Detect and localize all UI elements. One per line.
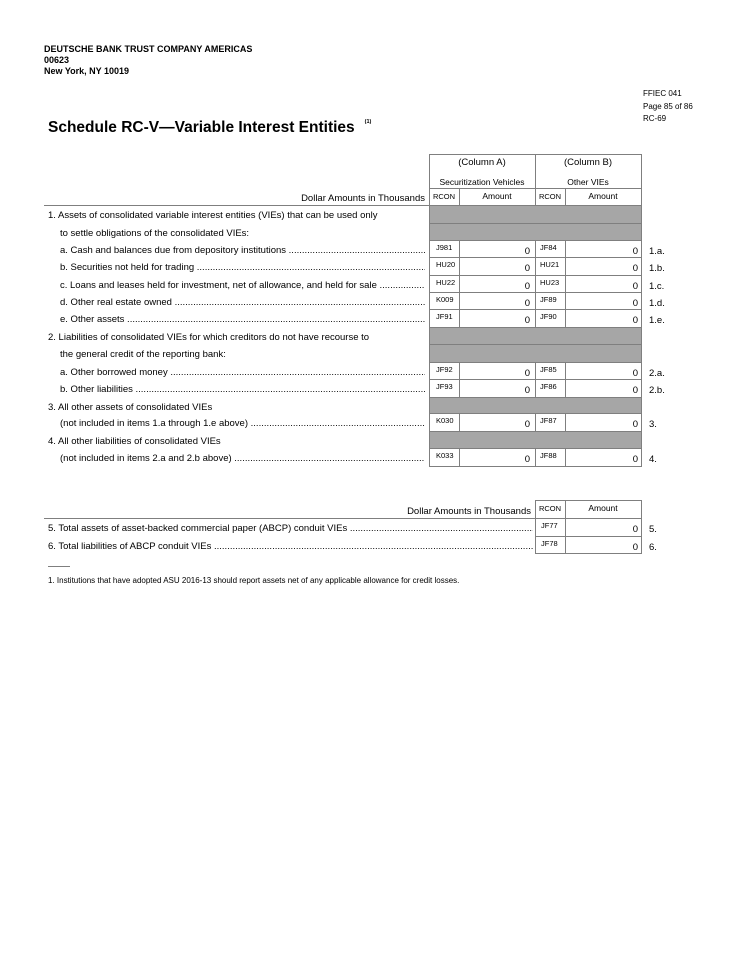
line-item-number: 3.	[649, 419, 657, 430]
amount-field-a[interactable]: 0	[524, 454, 530, 465]
rcon-code-b: JF89	[540, 295, 557, 304]
line-item-number: 2.b.	[649, 385, 665, 396]
line-item-number: 1.d.	[649, 298, 665, 309]
bank-id: 00623	[44, 55, 70, 65]
bank-city: New York, NY 10019	[44, 66, 130, 76]
footnote: 1. Institutions that have adopted ASU 2016-13 should report assets net of any applicable allowance for credit losses.	[48, 576, 460, 585]
rcon-code-b: JF85	[540, 365, 557, 374]
rcon-code-b: HU21	[540, 260, 560, 269]
row-label: the general credit of the reporting bank:	[60, 349, 226, 360]
form-reference	[643, 88, 693, 126]
rcon-code-a: K009	[436, 295, 454, 304]
page-title	[48, 119, 371, 137]
amount-field-a[interactable]: 0	[524, 315, 530, 326]
amount-field[interactable]: 0	[632, 524, 638, 535]
schedule-title: Schedule RC-V—Variable Interest Entities	[48, 119, 355, 136]
rcon-code-a: HU20	[436, 260, 456, 269]
amount-field-b[interactable]: 0	[632, 454, 638, 465]
line-item-number: 1.e.	[649, 315, 665, 326]
amount-field-b[interactable]: 0	[632, 368, 638, 379]
shaded-cell-frame	[429, 397, 642, 414]
amount-field-a[interactable]: 0	[524, 385, 530, 396]
row-label: 3. All other assets of consolidated VIEs	[48, 402, 213, 413]
amount-field-b[interactable]: 0	[632, 298, 638, 309]
row-label: 1. Assets of consolidated variable interest entities (VIEs) that can be used only	[48, 210, 378, 221]
row-label: d. Other real estate owned .....	[60, 297, 425, 308]
cell-divider	[535, 309, 536, 327]
amount-header-b: Amount	[588, 191, 618, 201]
rcon-code-b: JF86	[540, 382, 557, 391]
rcon-code-a: JF93	[436, 382, 453, 391]
line-item-number: 5.	[649, 524, 657, 535]
line-item-number: 1.c.	[649, 281, 665, 292]
line-item-number: 4.	[649, 454, 657, 465]
rcon-header: RCON	[538, 504, 562, 513]
header-rule	[44, 518, 535, 519]
header-divider	[429, 188, 641, 189]
page-number: Page 85 of 86	[643, 101, 693, 111]
row-label: 6. Total liabilities of ABCP conduit VIEs .....	[48, 541, 533, 552]
row-label: a. Other borrowed money .....	[60, 367, 425, 378]
row-label: c. Loans and leases held for investment, net of allowance, and held for sale .....	[60, 280, 425, 291]
amount-field-a[interactable]: 0	[524, 368, 530, 379]
line-item-number: 2.a.	[649, 368, 665, 379]
cell-divider	[535, 240, 536, 257]
amount-field-a[interactable]: 0	[524, 263, 530, 274]
amount-field-b[interactable]: 0	[632, 263, 638, 274]
shaded-cell-frame	[429, 431, 642, 449]
line-item-number: 6.	[649, 542, 657, 553]
units-label: Dollar Amounts in Thousands	[407, 506, 531, 517]
col-b-subheading: Other VIEs	[567, 177, 609, 187]
rcon-code: JF77	[541, 521, 558, 530]
bank-name: DEUTSCHE BANK TRUST COMPANY AMERICAS	[44, 44, 253, 54]
row-label: 5. Total assets of asset-backed commercial paper (ABCP) conduit VIEs .....	[48, 523, 533, 534]
title-footnote-marker: (1)	[364, 118, 372, 125]
cell-divider	[535, 379, 536, 397]
rcon-code-b: JF87	[540, 416, 557, 425]
amount-field-b[interactable]: 0	[632, 281, 638, 292]
col-a-heading: (Column A)	[458, 157, 506, 168]
shaded-cell-frame	[429, 344, 642, 363]
shaded-cell-frame	[429, 205, 642, 224]
row-divider	[535, 518, 641, 519]
amount-field[interactable]: 0	[632, 542, 638, 553]
cell-divider	[535, 292, 536, 309]
amount-field-a[interactable]: 0	[524, 419, 530, 430]
row-label: b. Other liabilities .....	[60, 384, 425, 395]
amount-field-a[interactable]: 0	[524, 298, 530, 309]
cell-divider	[535, 413, 536, 431]
rcon-header-a: RCON	[432, 192, 456, 201]
rcon-code-a: HU22	[436, 278, 456, 287]
header-rule	[44, 205, 429, 206]
amount-field-b[interactable]: 0	[632, 315, 638, 326]
row-label: a. Cash and balances due from depository institutions .....	[60, 245, 425, 256]
row-label: (not included in items 2.a and 2.b above) .....	[60, 453, 425, 464]
rcon-code-b: JF90	[540, 312, 557, 321]
form-number: FFIEC 041	[643, 89, 682, 98]
row-label: to settle obligations of the consolidated VIEs:	[60, 228, 250, 239]
shaded-cell-frame	[429, 223, 642, 241]
rcon-code-a: JF92	[436, 365, 453, 374]
line-item-number: 1.a.	[649, 246, 665, 257]
row-label: (not included in items 1.a through 1.e above) .....	[60, 418, 425, 429]
form-code: RC-69	[643, 114, 667, 123]
cell-divider	[535, 362, 536, 379]
amount-field-b[interactable]: 0	[632, 419, 638, 430]
rcon-code: JF78	[541, 539, 558, 548]
rcon-header-b: RCON	[538, 192, 562, 201]
row-label: 2. Liabilities of consolidated VIEs for which creditors do not have recourse to	[48, 332, 370, 343]
rcon-code-a: K033	[436, 451, 454, 460]
col-a-subheading: Securitization Vehicles	[439, 177, 525, 187]
rcon-code-a: K030	[436, 416, 454, 425]
cell-divider	[535, 275, 536, 292]
col-b-heading: (Column B)	[563, 157, 613, 168]
rcon-code-b: JF84	[540, 243, 557, 252]
row-divider	[535, 536, 641, 537]
amount-field-a[interactable]: 0	[524, 246, 530, 257]
shaded-cell-frame	[429, 327, 642, 345]
row-label: b. Securities not held for trading .....	[60, 262, 425, 273]
amount-field-b[interactable]: 0	[632, 385, 638, 396]
row-label: 4. All other liabilities of consolidated VIEs	[48, 436, 221, 447]
rcon-code-a: JF91	[436, 312, 453, 321]
cell-divider	[535, 257, 536, 275]
bank-header	[44, 44, 252, 77]
cell-divider	[535, 448, 536, 466]
amount-field-b[interactable]: 0	[632, 246, 638, 257]
rcon-code-a: J981	[436, 243, 453, 252]
rcon-code-b: HU23	[540, 278, 560, 287]
amount-field-a[interactable]: 0	[524, 281, 530, 292]
amount-header: Amount	[588, 503, 618, 513]
row-label: e. Other assets .....	[60, 314, 425, 325]
footnote-divider	[48, 566, 70, 567]
amount-header-a: Amount	[482, 191, 512, 201]
line-item-number: 1.b.	[649, 263, 665, 274]
units-label: Dollar Amounts in Thousands	[301, 193, 425, 204]
rcon-code-b: JF88	[540, 451, 557, 460]
